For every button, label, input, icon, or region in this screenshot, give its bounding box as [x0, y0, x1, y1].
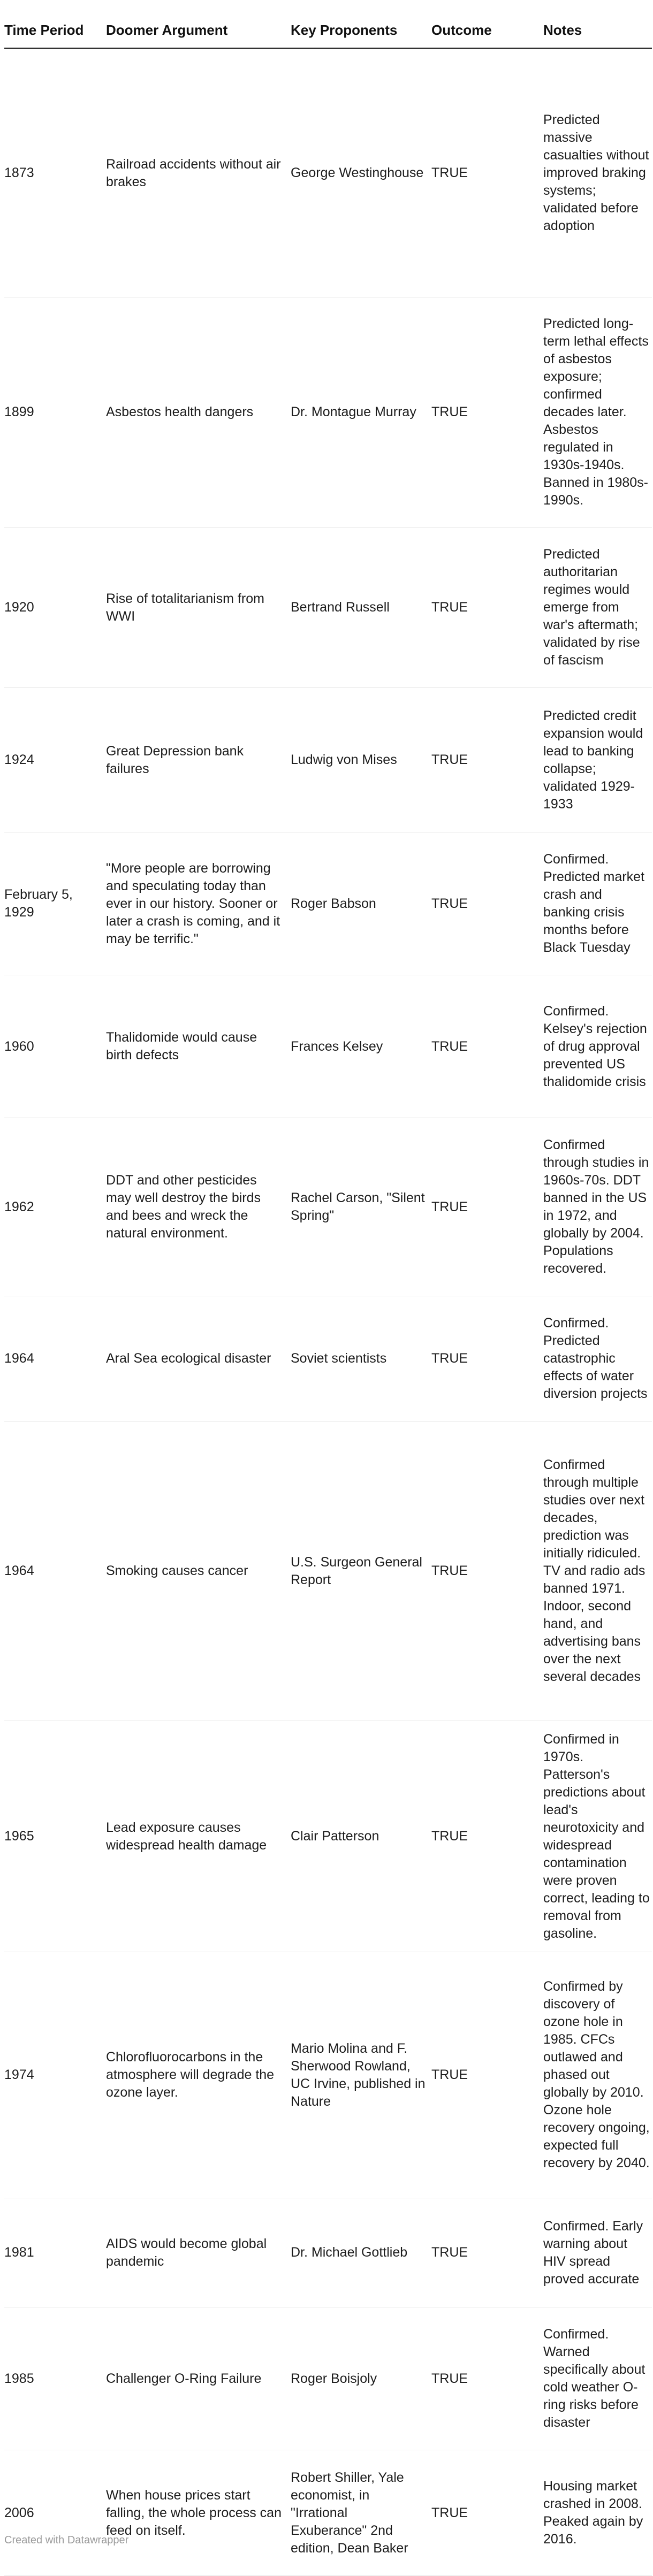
cell-outcome: TRUE	[431, 49, 543, 297]
cell-outcome: TRUE	[431, 297, 543, 528]
cell-doomer-argument: AIDS would become global pandemic	[106, 2198, 291, 2307]
cell-outcome: TRUE	[431, 1421, 543, 1721]
cell-doomer-argument: When house prices start falling, the whole process can feed on itself.	[106, 2450, 291, 2576]
cell-time-period: 1899	[4, 297, 106, 528]
cell-key-proponents: Clair Patterson	[291, 1721, 431, 1952]
cell-key-proponents: Roger Babson	[291, 832, 431, 975]
cell-notes: Confirmed in 1970s. Patterson's predictions about lead's neurotoxicity and widespread contamination were proven correct, leading to removal from gasoline.	[543, 1721, 652, 1952]
cell-notes: Confirmed. Predicted catastrophic effects of water diversion projects	[543, 1296, 652, 1421]
table-row	[4, 1421, 652, 1721]
cell-doomer-argument: Rise of totalitarianism from WWI	[106, 528, 291, 688]
cell-outcome: TRUE	[431, 2198, 543, 2307]
cell-outcome: TRUE	[431, 2450, 543, 2576]
cell-notes: Confirmed. Predicted market crash and banking crisis months before Black Tuesday	[543, 832, 652, 975]
table-row	[4, 297, 652, 528]
cell-doomer-argument: Railroad accidents without air brakes	[106, 49, 291, 297]
cell-doomer-argument: Asbestos health dangers	[106, 297, 291, 528]
cell-key-proponents: Frances Kelsey	[291, 975, 431, 1118]
cell-doomer-argument: Smoking causes cancer	[106, 1421, 291, 1721]
data-table-container	[4, 21, 652, 2576]
cell-doomer-argument: DDT and other pesticides may well destroy the birds and bees and wreck the natural environment.	[106, 1118, 291, 1296]
cell-outcome: TRUE	[431, 1952, 543, 2198]
cell-notes: Confirmed. Warned specifically about cold weather O-ring risks before disaster	[543, 2307, 652, 2450]
table-row	[4, 1721, 652, 1952]
table-row	[4, 2450, 652, 2576]
header-doomer-argument[interactable]: Doomer Argument	[106, 21, 291, 49]
cell-key-proponents: Dr. Michael Gottlieb	[291, 2198, 431, 2307]
cell-time-period: 1964	[4, 1421, 106, 1721]
cell-key-proponents: Roger Boisjoly	[291, 2307, 431, 2450]
header-key-proponents[interactable]: Key Proponents	[291, 21, 431, 49]
cell-key-proponents: Bertrand Russell	[291, 528, 431, 688]
table-header	[4, 21, 652, 49]
cell-notes: Predicted long-term lethal effects of asbestos exposure; confirmed decades later. Asbestos regulated in 1930s-1940s. Banned in 1980s-1990s.	[543, 297, 652, 528]
cell-key-proponents: Soviet scientists	[291, 1296, 431, 1421]
doomer-predictions-table	[4, 21, 652, 2576]
table-body	[4, 49, 652, 2576]
cell-time-period: 1962	[4, 1118, 106, 1296]
cell-key-proponents: Ludwig von Mises	[291, 688, 431, 832]
cell-doomer-argument: Great Depression bank failures	[106, 688, 291, 832]
cell-outcome: TRUE	[431, 832, 543, 975]
table-row	[4, 1296, 652, 1421]
table-row	[4, 2307, 652, 2450]
cell-notes: Predicted massive casualties without improved braking systems; validated before adoption	[543, 49, 652, 297]
cell-doomer-argument: Challenger O-Ring Failure	[106, 2307, 291, 2450]
cell-time-period: 1924	[4, 688, 106, 832]
cell-key-proponents: Mario Molina and F. Sherwood Rowland, UC Irvine, published in Nature	[291, 1952, 431, 2198]
table-row	[4, 832, 652, 975]
cell-notes: Predicted credit expansion would lead to banking collapse; validated 1929-1933	[543, 688, 652, 832]
cell-time-period: February 5, 1929	[4, 832, 106, 975]
cell-notes: Predicted authoritarian regimes would emerge from war's aftermath; validated by rise of fascism	[543, 528, 652, 688]
header-row	[4, 21, 652, 49]
cell-notes: Confirmed through multiple studies over next decades, prediction was initially ridiculed. TV and radio ads banned 1971. Indoor, second hand, and advertising bans over the next several decades	[543, 1421, 652, 1721]
cell-key-proponents: U.S. Surgeon General Report	[291, 1421, 431, 1721]
table-row	[4, 1118, 652, 1296]
header-time-period[interactable]: Time Period	[4, 21, 106, 49]
cell-notes: Confirmed. Early warning about HIV spread proved accurate	[543, 2198, 652, 2307]
cell-doomer-argument: Aral Sea ecological disaster	[106, 1296, 291, 1421]
cell-doomer-argument: Lead exposure causes widespread health damage	[106, 1721, 291, 1952]
cell-time-period: 1981	[4, 2198, 106, 2307]
cell-doomer-argument: "More people are borrowing and speculating today than ever in our history. Sooner or later a crash is coming, and it may be terrific."	[106, 832, 291, 975]
cell-outcome: TRUE	[431, 1296, 543, 1421]
cell-notes: Confirmed by discovery of ozone hole in 1985. CFCs outlawed and phased out globally by 2010. Ozone hole recovery ongoing, expected full recovery by 2040.	[543, 1952, 652, 2198]
cell-time-period: 1964	[4, 1296, 106, 1421]
cell-time-period: 1965	[4, 1721, 106, 1952]
header-notes[interactable]: Notes	[543, 21, 652, 49]
cell-notes: Housing market crashed in 2008. Peaked again by 2016.	[543, 2450, 652, 2576]
cell-time-period: 1960	[4, 975, 106, 1118]
cell-outcome: TRUE	[431, 975, 543, 1118]
table-row	[4, 688, 652, 832]
cell-doomer-argument: Chlorofluorocarbons in the atmosphere will degrade the ozone layer.	[106, 1952, 291, 2198]
cell-key-proponents: George Westinghouse	[291, 49, 431, 297]
cell-doomer-argument: Thalidomide would cause birth defects	[106, 975, 291, 1118]
cell-time-period: 1985	[4, 2307, 106, 2450]
table-row	[4, 1952, 652, 2198]
table-row	[4, 975, 652, 1118]
cell-outcome: TRUE	[431, 1118, 543, 1296]
header-outcome[interactable]: Outcome	[431, 21, 543, 49]
created-with-datawrapper-credit[interactable]: Created with Datawrapper	[4, 2534, 129, 2546]
cell-notes: Confirmed through studies in 1960s-70s. DDT banned in the US in 1972, and globally by 2004. Populations recovered.	[543, 1118, 652, 1296]
cell-outcome: TRUE	[431, 1721, 543, 1952]
cell-time-period: 1920	[4, 528, 106, 688]
cell-key-proponents: Rachel Carson, "Silent Spring"	[291, 1118, 431, 1296]
cell-outcome: TRUE	[431, 528, 543, 688]
cell-outcome: TRUE	[431, 688, 543, 832]
cell-outcome: TRUE	[431, 2307, 543, 2450]
cell-key-proponents: Dr. Montague Murray	[291, 297, 431, 528]
cell-time-period: 1873	[4, 49, 106, 297]
cell-time-period: 1974	[4, 1952, 106, 2198]
table-row	[4, 2198, 652, 2307]
cell-time-period: 2006	[4, 2450, 106, 2576]
cell-notes: Confirmed. Kelsey's rejection of drug approval prevented US thalidomide crisis	[543, 975, 652, 1118]
cell-key-proponents: Robert Shiller, Yale economist, in "Irrational Exuberance" 2nd edition, Dean Baker	[291, 2450, 431, 2576]
table-row	[4, 49, 652, 297]
table-row	[4, 528, 652, 688]
